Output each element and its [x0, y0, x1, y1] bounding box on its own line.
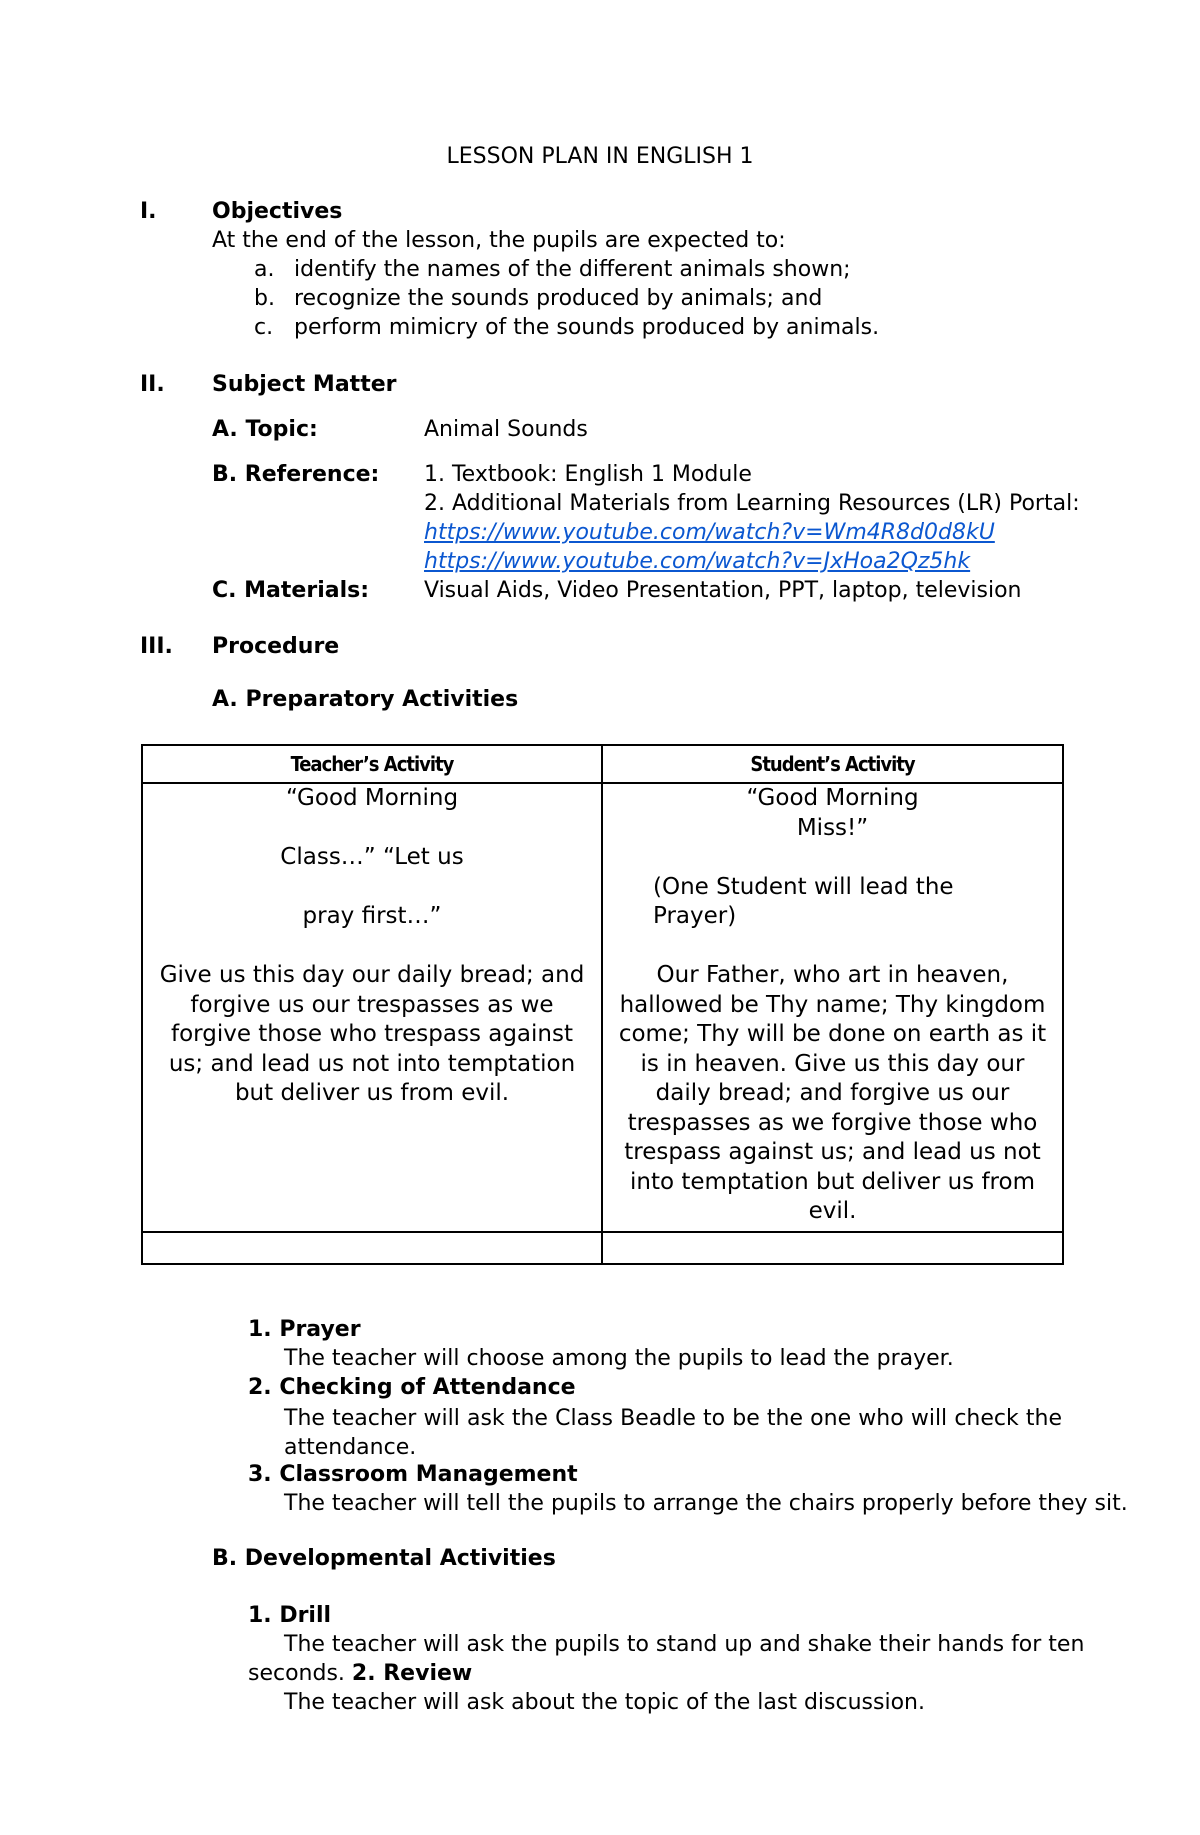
- document-title: LESSON PLAN IN ENGLISH 1: [446, 144, 754, 169]
- teacher-greeting-line: “Good Morning: [285, 785, 459, 811]
- objective-letter-a: a.: [254, 257, 275, 282]
- objectives-intro: At the end of the lesson, the pupils are expected to:: [212, 228, 786, 253]
- drill-text-continued: [248, 1661, 472, 1686]
- section-numeral-objectives: I.: [140, 199, 157, 224]
- reference-textbook: 1. Textbook: English 1 Module: [424, 462, 752, 487]
- section-heading-objectives: Objectives: [212, 199, 343, 224]
- student-activity-cell: [602, 783, 1063, 1232]
- teacher-activity-cell: [142, 783, 602, 1232]
- classroom-management-heading: 3. Classroom Management: [248, 1462, 578, 1487]
- empty-cell: [142, 1232, 602, 1264]
- section-heading-subject-matter: Subject Matter: [212, 372, 397, 397]
- student-activity-header: Student’s Activity: [602, 745, 1063, 783]
- classroom-management-text: The teacher will tell the pupils to arrange the chairs properly before they sit.: [284, 1491, 1128, 1516]
- student-prayer-text: Our Father, who art in heaven, hallowed be Thy name; Thy kingdom come; Thy will be done on earth as it is in heaven. Give us this day our daily bread; and forgive us our trespasses as we forgive those who trespass against us; and lead us not into temptation but deliver us from evil.: [618, 962, 1047, 1224]
- topic-label: A. Topic:: [212, 417, 318, 442]
- teacher-greeting-line: Class…” “Let us: [280, 844, 464, 870]
- prayer-heading: 1. Prayer: [248, 1317, 361, 1342]
- teacher-prayer-text: Give us this day our daily bread; and forgive us our trespasses as we forgive those who trespass against us; and lead us not into temptation but deliver us from evil.: [159, 962, 585, 1106]
- materials-label: C. Materials:: [212, 578, 370, 603]
- objective-letter-b: b.: [254, 286, 275, 311]
- reference-link-1[interactable]: https://www.youtube.com/watch?v=Wm4R8d0d8kU: [424, 520, 995, 545]
- drill-heading: 1. Drill: [248, 1603, 332, 1628]
- reference-additional: 2. Additional Materials from Learning Resources (LR) Portal:: [424, 491, 1080, 516]
- student-greeting-line: Miss!”: [796, 814, 869, 841]
- student-lead-line: Prayer): [653, 903, 737, 929]
- empty-cell: [602, 1232, 1063, 1264]
- review-heading: 2. Review: [351, 1661, 473, 1686]
- teacher-activity-header: Teacher’s Activity: [142, 745, 602, 783]
- section-numeral-procedure: III.: [140, 634, 173, 659]
- reference-label: B. Reference:: [212, 462, 380, 487]
- topic-value: Animal Sounds: [424, 417, 588, 442]
- student-greeting-line: “Good Morning: [746, 785, 919, 811]
- objective-text-c: perform mimicry of the sounds produced by animals.: [294, 315, 880, 340]
- materials-value: Visual Aids, Video Presentation, PPT, laptop, television: [424, 578, 1022, 603]
- teacher-greeting-line: pray first…”: [302, 903, 442, 929]
- objective-text-b: recognize the sounds produced by animals; and: [294, 286, 823, 311]
- activity-table: [141, 744, 1064, 1265]
- prayer-text: The teacher will choose among the pupils to lead the prayer.: [284, 1346, 954, 1371]
- developmental-activities-heading: B. Developmental Activities: [212, 1546, 556, 1571]
- attendance-heading: 2. Checking of Attendance: [248, 1375, 576, 1400]
- drill-text-end: seconds.: [248, 1661, 345, 1686]
- student-lead-line: (One Student will lead the: [653, 873, 954, 900]
- attendance-text: The teacher will ask the Class Beadle to be the one who will check the attendance.: [284, 1406, 1062, 1460]
- drill-text: The teacher will ask the pupils to stand up and shake their hands for ten: [284, 1632, 1085, 1657]
- section-heading-procedure: Procedure: [212, 634, 340, 659]
- reference-link-2[interactable]: https://www.youtube.com/watch?v=JxHoa2Qz5hk: [424, 549, 971, 574]
- section-numeral-subject-matter: II.: [140, 372, 165, 397]
- review-text: The teacher will ask about the topic of the last discussion.: [284, 1690, 925, 1715]
- objective-letter-c: c.: [254, 315, 274, 340]
- objective-text-a: identify the names of the different animals shown;: [294, 257, 851, 282]
- preparatory-activities-heading: A. Preparatory Activities: [212, 687, 519, 712]
